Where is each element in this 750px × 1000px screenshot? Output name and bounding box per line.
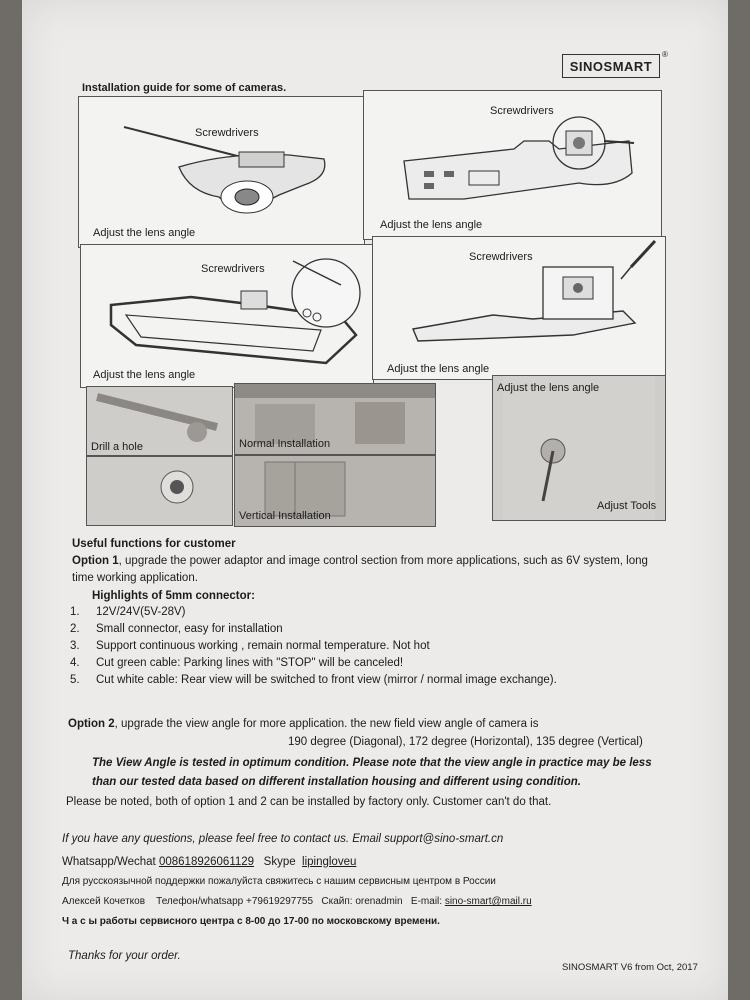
ru-phone: +79619297755 — [246, 896, 314, 907]
photo-caption-tools: Adjust Tools — [597, 500, 657, 512]
useful-functions-title: Useful functions for customer — [72, 538, 236, 550]
option1-label: Option 1 — [72, 555, 119, 567]
screwdrivers-label-2: Screwdrivers — [490, 105, 554, 117]
camera-sketch-1 — [79, 97, 364, 247]
highlight-item: 1. 12V/24V(5V-28V) — [70, 606, 186, 618]
diagram-panel-1 — [78, 96, 365, 248]
screwdrivers-label-4: Screwdrivers — [469, 251, 533, 263]
photo-vertical-installation — [234, 455, 436, 527]
photo-drill-closeup — [86, 456, 233, 526]
photo-caption-normal: Normal Installation — [239, 438, 331, 450]
photo-drill-hole — [86, 386, 233, 456]
whatsapp-number: 008618926061129 — [158, 856, 255, 868]
registered-mark: ® — [662, 50, 668, 59]
factory-note: Please be noted, both of option 1 and 2 can be installed by factory only. Customer can't do that. — [66, 796, 552, 808]
screwdrivers-label-1: Screwdrivers — [195, 127, 259, 139]
option2-label: Option 2 — [68, 718, 115, 730]
photo-normal-installation — [234, 383, 436, 455]
highlight-item: 3. Support continuous working , remain normal temperature. Not hot — [70, 640, 430, 652]
option1-line2: time working application. — [72, 572, 198, 584]
option2-text: , upgrade the view angle for more application. the new field view angle of camera is — [114, 718, 539, 730]
photo-caption-drill: Drill a hole — [91, 441, 143, 453]
brand-logo: SINOSMART — [562, 54, 660, 78]
photo-caption-lens: Adjust the lens angle — [497, 382, 600, 394]
whatsapp-line — [62, 856, 356, 868]
contact-line: If you have any questions, please feel free to contact us. Email support@sino-smart.cn — [62, 833, 504, 845]
highlight-item: 5. Cut white cable: Rear view will be switched to front view (mirror / normal image exchange). — [70, 674, 557, 686]
option2-line — [68, 718, 538, 730]
option2-angles: 190 degree (Diagonal), 172 degree (Horizontal), 135 degree (Vertical) — [288, 736, 643, 748]
panel-caption-3: Adjust the lens angle — [93, 369, 196, 381]
guide-title: Installation guide for some of cameras. — [82, 82, 287, 94]
russian-contact-line — [62, 896, 532, 907]
skype-id: lipingloveu — [302, 856, 357, 868]
option1-text: , upgrade the power adaptor and image control section from more applications, such as 6V system, long — [118, 555, 648, 567]
russian-support-line: Для русскоязычной поддержки пожалуйста свяжитесь с нашим сервисным центром в России — [62, 876, 496, 887]
highlight-item: 2. Small connector, easy for installation — [70, 623, 283, 635]
skype-label: Skype — [263, 856, 296, 868]
diagram-panel-4 — [372, 236, 666, 380]
screwdrivers-label-3: Screwdrivers — [201, 263, 265, 275]
view-angle-note-1: The View Angle is tested in optimum condition. Please note that the view angle in practice may be less — [92, 757, 652, 769]
highlights-title: Highlights of 5mm connector: — [92, 590, 255, 602]
option1-line — [72, 555, 648, 567]
panel-caption-2: Adjust the lens angle — [380, 219, 483, 231]
highlight-item: 4. Cut green cable: Parking lines with "STOP" will be canceled! — [70, 657, 404, 669]
diagram-panel-3 — [80, 244, 374, 388]
panel-caption-4: Adjust the lens angle — [387, 363, 490, 375]
instruction-sheet — [22, 0, 728, 1000]
whatsapp-label: Whatsapp/Wechat — [62, 856, 156, 868]
photo-adjust-tools — [492, 375, 666, 521]
ru-skype: Скайп: orenadmin — [321, 896, 403, 907]
russian-hours-line: Ч а с ы работы сервисного центра с 8-00 до 17-00 по московскому времени. — [62, 916, 440, 927]
ru-email-label: E-mail: — [410, 896, 443, 907]
version-line: SINOSMART V6 from Oct, 2017 — [562, 962, 698, 973]
panel-caption-1: Adjust the lens angle — [93, 227, 196, 239]
highlights-list — [70, 606, 557, 691]
ru-contact-name: Алексей Кочетков — [62, 896, 146, 907]
photo-caption-vertical: Vertical Installation — [239, 510, 331, 522]
diagram-panel-2 — [363, 90, 662, 240]
thanks-line: Thanks for your order. — [68, 950, 181, 962]
view-angle-note-2: than our tested data based on different installation housing and different using condition. — [92, 776, 581, 788]
ru-phone-label: Телефон/whatsapp — [156, 896, 244, 907]
ru-email: sino-smart@mail.ru — [444, 896, 532, 907]
